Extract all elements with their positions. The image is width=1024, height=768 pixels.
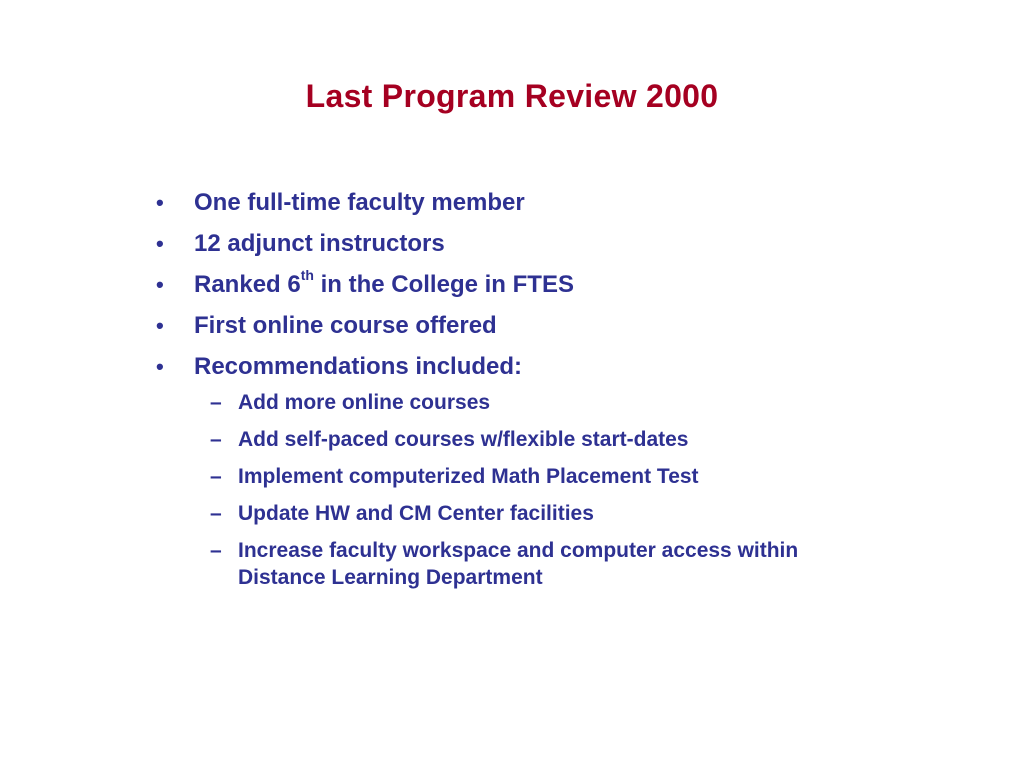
bullet-list	[150, 182, 890, 387]
sub-bullet-marker: –	[210, 502, 222, 525]
bullet-item	[150, 305, 890, 346]
bullet-item	[150, 182, 890, 223]
sub-bullet-marker: –	[210, 391, 222, 414]
bullet-item	[150, 223, 890, 264]
bullet-text-before: Ranked 6	[194, 271, 301, 298]
bullet-marker: •	[156, 190, 164, 215]
sub-bullet-text: Add more online courses	[238, 391, 491, 414]
sub-bullet-item	[210, 537, 890, 591]
sub-bullet-item	[210, 389, 890, 416]
sub-bullet-text: Add self-paced courses w/flexible start-dates	[238, 428, 689, 451]
sub-bullet-text: Update HW and CM Center facilities	[238, 502, 594, 525]
bullet-text: 12 adjunct instructors	[194, 230, 445, 257]
bullet-item	[150, 346, 890, 387]
sub-bullet-item	[210, 426, 890, 453]
bullet-superscript: th	[300, 267, 314, 283]
sub-bullet-marker: –	[210, 539, 222, 562]
bullet-text: Recommendations included:	[194, 353, 523, 380]
bullet-marker: •	[156, 354, 164, 379]
bullet-text: First online course offered	[194, 312, 497, 339]
sub-bullet-item	[210, 500, 890, 527]
bullet-marker: •	[156, 231, 164, 256]
bullet-marker: •	[156, 313, 164, 338]
sub-bullet-marker: –	[210, 428, 222, 451]
slide-title: Last Program Review 2000	[305, 78, 719, 114]
bullet-marker: •	[156, 272, 164, 297]
sub-bullet-text: Increase faculty workspace and computer access within Distance Learning Department	[238, 539, 799, 589]
bullet-text: One full-time faculty member	[194, 189, 525, 216]
sub-bullet-text: Implement computerized Math Placement Test	[238, 465, 699, 488]
bullet-text	[194, 264, 574, 305]
bullet-text-after: in the College in FTES	[313, 271, 574, 298]
sub-bullet-item	[210, 463, 890, 490]
sub-bullet-marker: –	[210, 465, 222, 488]
bullet-item	[150, 264, 890, 305]
sub-bullet-list	[210, 389, 890, 601]
